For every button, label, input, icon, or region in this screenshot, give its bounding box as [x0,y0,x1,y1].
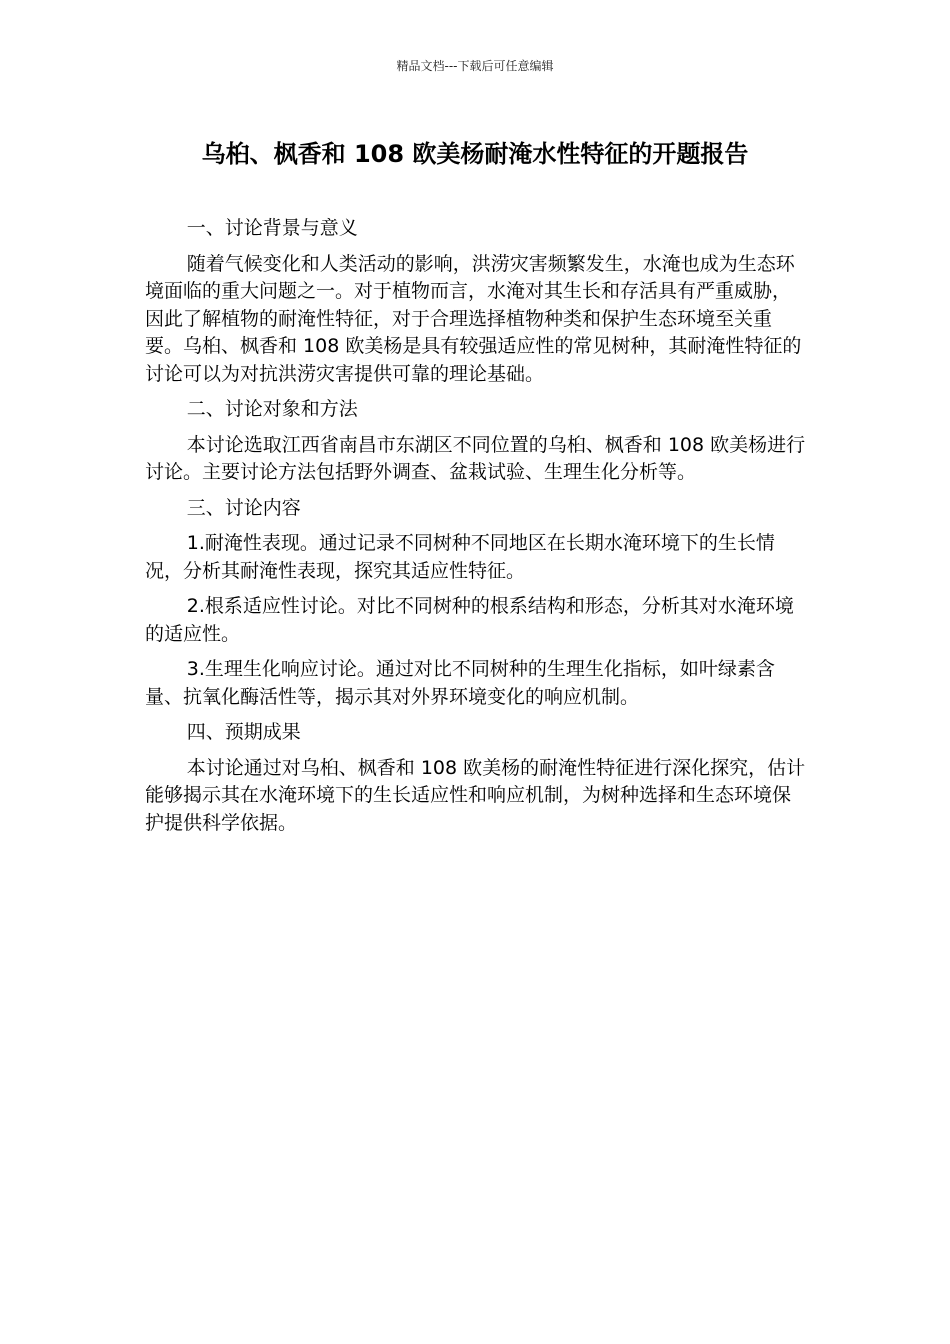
section-heading-background: 一、讨论背景与意义 [186,217,358,239]
paragraph-content-item-2: 2.根系适应性讨论。对比不同树种的根系结构和形态，分析其对水淹环境的适应性。 [145,595,794,645]
document-title: 乌桕、枫香和 108 欧美杨耐淹水性特征的开题报告 [201,140,749,168]
section-heading-expected-results: 四、预期成果 [186,721,301,743]
paragraph-objects-methods: 本讨论选取江西省南昌市东湖区不同位置的乌桕、枫香和 108 欧美杨进行讨论。主要讨论方法包括野外调查、盆栽试验、生理生化分析等。 [145,433,806,483]
paragraph-expected-results: 本讨论通过对乌桕、枫香和 108 欧美杨的耐淹性特征进行深化探究，估计能够揭示其在水淹环境下的生长适应性和响应机制，为树种选择和生态环境保护提供科学依据。 [145,756,806,834]
paragraph-content-item-3: 3.生理生化响应讨论。通过对比不同树种的生理生化指标，如叶绿素含量、抗氧化酶活性等，揭示其对外界环境变化的响应机制。 [145,658,775,708]
paragraph-background: 随着气候变化和人类活动的影响，洪涝灾害频繁发生，水淹也成为生态环境面临的重大问题之一。对于植物而言，水淹对其生长和存活具有严重威胁，因此了解植物的耐淹性特征，对于合理选择植物种类和保护生态环境至关重要。乌桕、枫香和 108 欧美杨是具有较强适应性的常见树种，其耐淹性特征的讨论可以为对抗洪涝灾害提供可靠的理论基础。 [145,252,802,385]
document-body [145,215,808,845]
section-heading-objects-methods: 二、讨论对象和方法 [186,398,358,420]
section-heading-content: 三、讨论内容 [186,496,301,519]
header-note: 精品文档---下载后可任意编辑 [396,59,554,73]
paragraph-content-item-1: 1.耐淹性表现。通过记录不同树种不同地区在长期水淹环境下的生长情况，分析其耐淹性表现，探究其适应性特征。 [145,532,775,582]
